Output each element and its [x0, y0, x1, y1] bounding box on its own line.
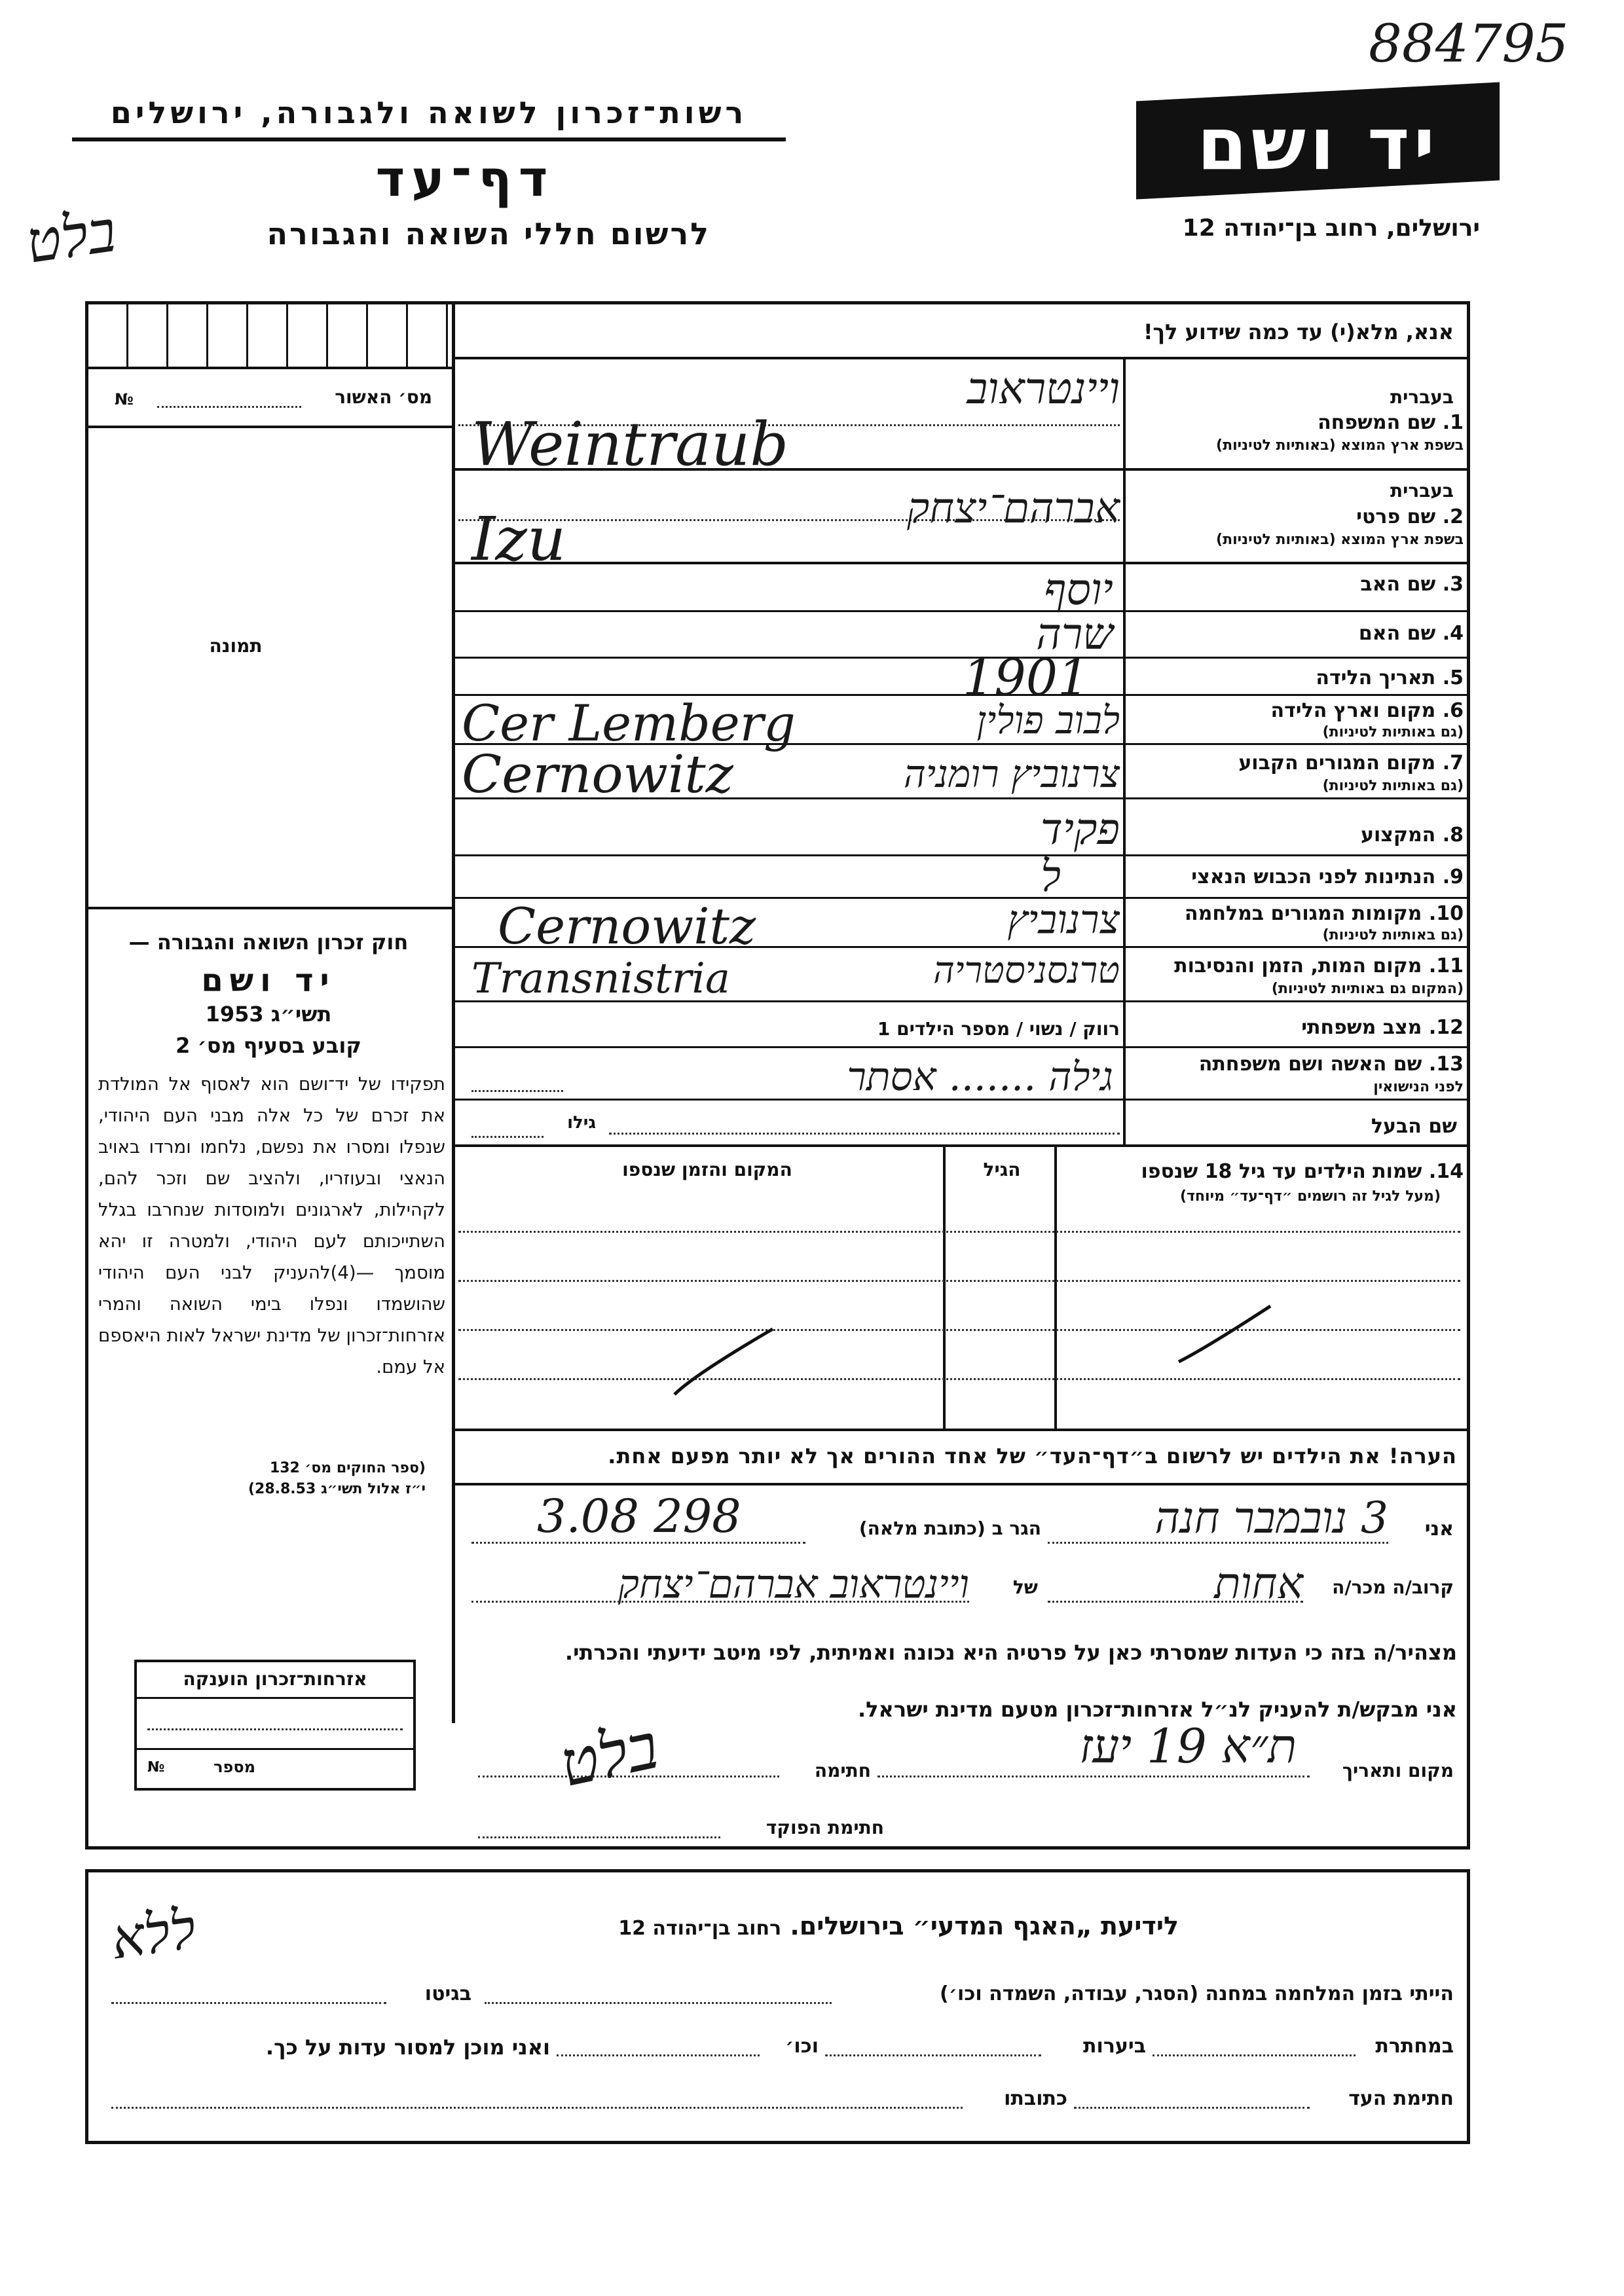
children-number: 14. — [1428, 1160, 1464, 1183]
law-name: יד ושם — [201, 962, 336, 999]
children-row-1[interactable] — [458, 1231, 1460, 1233]
relative-label: קרוב/ה מכר/ה — [1332, 1576, 1454, 1598]
note-text: הערה! את הילדים יש לרשום ב״דף־העד״ של אחד ההורים אך לא יותר מפעם אחת. — [608, 1444, 1457, 1468]
tick-strip — [88, 304, 452, 369]
children-col-place: המקום והזמן שנספו — [622, 1159, 792, 1180]
field-13-sub: לפני הנישואין — [1373, 1079, 1464, 1095]
profession-value[interactable]: פקיד — [1040, 804, 1120, 854]
footer-ghetto-field[interactable] — [111, 2002, 386, 2004]
field-6-label — [1271, 699, 1464, 722]
approval-number-field[interactable] — [157, 406, 301, 408]
field-2-label — [1356, 505, 1464, 528]
place-date-line — [877, 1776, 1310, 1777]
footer-underground-label: במחתרת — [1375, 2035, 1454, 2058]
signature-label: חתימה — [814, 1760, 871, 1781]
field-9-label-text: הנתינות לפני הכבוש הנאצי — [1191, 866, 1436, 888]
declarant-name[interactable]: 3 נובמבר חנה — [1154, 1493, 1388, 1543]
signature-value[interactable]: בלט — [553, 1709, 665, 1802]
field-10-number: 10. — [1428, 902, 1464, 925]
footer-margin-handwriting: ללא — [107, 1896, 200, 1972]
place-date-label: מקום ותאריך — [1342, 1760, 1454, 1781]
relation-line — [1048, 1601, 1303, 1603]
organization-address: ירושלים, רחוב בן־יהודה 12 — [1182, 215, 1480, 242]
field-13-label-text: שם האשה ושם משפחתה — [1198, 1053, 1422, 1076]
field-1-label — [1318, 411, 1464, 434]
label-column-divider — [1123, 359, 1126, 1144]
field-3-number: 3. — [1442, 573, 1464, 596]
citizenship-number-label: מספר — [213, 1758, 255, 1776]
law-year: תשי״ג 1953 — [205, 1002, 332, 1027]
margin-handwritten-note: בלט — [22, 196, 120, 277]
row-sep-12 — [455, 1046, 1467, 1048]
family-name-latin[interactable]: Weintraub — [471, 409, 789, 479]
declarant-i-label: אני — [1424, 1518, 1454, 1540]
footer-etc-field[interactable] — [557, 2054, 760, 2056]
field-5-label-text: תאריך הלידה — [1316, 666, 1436, 689]
field-11-number: 11. — [1428, 955, 1464, 977]
field-3-label — [1360, 573, 1464, 596]
field-1-number: 1. — [1442, 411, 1464, 434]
field-9-number: 9. — [1442, 866, 1464, 888]
footer-camp-field[interactable] — [485, 2002, 832, 2004]
footer-camp-label: הייתי בזמן המלחמה במחנה (הסגר, עבודה, השמדה וכו׳) — [940, 1982, 1454, 2005]
sidebar-divider — [452, 302, 455, 1723]
photo-label: תמונה — [209, 635, 263, 657]
declarant-address[interactable]: 3.08 298 — [537, 1489, 741, 1543]
children-sub: (מעל לגיל זה רושמים ״דף־עד״ מיוחד) — [1179, 1188, 1441, 1205]
field-13-label — [1199, 1053, 1464, 1076]
field-7-sub: (גם באותיות לטיניות) — [1322, 778, 1464, 794]
footer-title — [458, 1912, 1179, 1941]
field-12-label — [1301, 1016, 1464, 1039]
field-8-label — [1361, 824, 1464, 847]
field-3-label-text: שם האב — [1360, 573, 1436, 596]
requests-text: אני מבקש/ת להעניק לנ״ל אזרחות־זכרון מטעם מדינת ישראל. — [858, 1697, 1457, 1722]
approval-separator — [88, 426, 452, 428]
death-place-hebrew[interactable]: טרנסניסטריה — [933, 949, 1120, 992]
field-12-number: 12. — [1428, 1016, 1464, 1039]
law-source: (ספר החוקים מס׳ 132 — [269, 1460, 426, 1476]
citizenship-box-title: אזרחות־זכרון הוענקה — [183, 1668, 367, 1690]
husband-age-field[interactable] — [471, 1136, 544, 1138]
birth-place-hebrew[interactable]: לבוב פולין — [976, 698, 1120, 742]
children-label — [1141, 1160, 1464, 1183]
authority-underline — [72, 137, 786, 141]
field-2-lang: בעברית — [1390, 480, 1454, 501]
officer-signature-label: חתימת הפוקד — [766, 1817, 884, 1838]
birth-date-value[interactable]: 1901 — [963, 648, 1090, 706]
intro-text: אנא, מלא(י) עד כמה שידוע לך! — [1143, 319, 1454, 344]
field-5-label — [1316, 666, 1464, 689]
logo-text: יד ושם — [1196, 102, 1439, 186]
nationality-value[interactable]: ל — [1041, 851, 1061, 902]
form-subtitle: לרשום חללי השואה והגבורה — [267, 216, 710, 251]
field-8-label-text: המקצוע — [1360, 824, 1436, 847]
field-6-number: 6. — [1442, 699, 1464, 722]
form-title: דף־עד — [375, 149, 555, 208]
field-4-label-text: שם האם — [1358, 622, 1436, 645]
footer-witness-signature-field[interactable] — [1074, 2107, 1310, 2109]
declarant-name-line — [1048, 1542, 1388, 1544]
declares-text: מצהיר/ה בזה כי העדות שמסרתי כאן על פרטיה היא נכונה ואמיתית, לפי מיטב ידיעתי והכרתי. — [564, 1640, 1457, 1665]
relation-value[interactable]: אחות — [1214, 1558, 1303, 1609]
field-8-number: 8. — [1442, 824, 1464, 847]
field-7-number: 7. — [1442, 752, 1464, 774]
citizenship-number-symbol: № — [147, 1759, 165, 1776]
field-1-sub: בשפת ארץ המוצא (באותיות לטיניות) — [1216, 437, 1464, 454]
note-underline — [455, 1483, 1467, 1485]
field-5-number: 5. — [1442, 666, 1464, 689]
first-name-latin[interactable]: Izu — [471, 504, 566, 574]
place-date-value[interactable]: ת״א 19 יעז — [1079, 1719, 1297, 1774]
footer-witness-signature-label: חתימת העד — [1348, 2087, 1454, 2110]
field-9-label — [1191, 866, 1464, 888]
husband-name-label: שם הבעל — [1371, 1115, 1457, 1138]
footer-forests-label: ביערות — [1083, 2035, 1146, 2058]
archive-number: 884795 — [1369, 13, 1569, 74]
mother-name-value[interactable]: שרה — [1036, 609, 1113, 659]
father-name-value[interactable]: יוסף — [1044, 564, 1113, 615]
intro-underline — [455, 357, 1467, 359]
field-11-label-text: מקום המות, הזמן והנסיבות — [1174, 955, 1422, 977]
of-name-line — [471, 1601, 969, 1603]
authority-line: רשות־זכרון לשואה ולגבורה, ירושלים — [110, 95, 748, 130]
of-label: של — [1012, 1576, 1038, 1598]
approval-label: מס׳ האשור — [335, 386, 432, 408]
birth-place-latin[interactable]: Cer Lemberg — [462, 694, 796, 752]
citizenship-box-divider-2 — [136, 1748, 415, 1750]
footer-etc-label: וכו׳ — [785, 2035, 819, 2058]
law-clause: קובע בסעיף מס׳ 2 — [175, 1033, 361, 1058]
strike-mark-1 — [674, 1329, 773, 1394]
death-place-latin[interactable]: Transnistria — [471, 955, 730, 1003]
declarant-address-line — [471, 1542, 805, 1544]
field-11-sub: (המקום גם באותיות לטיניות) — [1271, 981, 1464, 997]
law-title: חוק זכרון השואה והגבורה — — [128, 930, 409, 955]
field-11-label — [1174, 955, 1464, 977]
field-12-label-text: מצב משפחתי — [1301, 1016, 1422, 1039]
field-1-lang: בעברית — [1390, 386, 1454, 408]
citizenship-line[interactable] — [147, 1728, 403, 1730]
law-text: תפקידו של יד־ושם הוא לאסוף אל המולדת את זכרם של כל אלה מבני העם היהודי, שנפלו ומסרו את נפשם, נלחמו ומרדו באויב הנאצי ובעוזריו, ולהציב שם וזכר להם, לקהילות, לארגונים ולמוסדות שנחרבו בגלל השתייכותם לעם היהודי, ולמטרה זו יהא מוסמך —(4)להעניק לבני העם היהודי שהושמדו ונפלו בימי השואה והמרי אזרחות־זכרון של מדינת ישראל לאות היאספם אל עמם. — [98, 1074, 446, 1377]
field-6-label-text: מקום וארץ הלידה — [1270, 699, 1436, 722]
footer-underground-field[interactable] — [1153, 2054, 1356, 2056]
husband-age-label: גילו — [567, 1113, 596, 1133]
officer-signature-line — [478, 1836, 720, 1838]
footer-testimony-label: ואני מוכן למסור עדות על כך. — [265, 2035, 550, 2060]
wartime-residence-hebrew[interactable]: צרנוביץ — [1007, 897, 1120, 943]
field-2-label-text: שם פרטי — [1356, 505, 1436, 528]
field-6-sub: (גם באותיות לטיניות) — [1322, 724, 1464, 740]
wife-name-value[interactable]: גילה ....... אסתר — [847, 1054, 1113, 1100]
first-name-hebrew[interactable]: אברהם־יצחק — [906, 484, 1120, 533]
photo-bottom-line — [88, 907, 452, 909]
footer-frame — [85, 1869, 1470, 2144]
children-label-text: שמות הילדים עד גיל 18 שנספו — [1141, 1160, 1422, 1183]
footer-ghetto-label: בגיטו — [424, 1982, 471, 2005]
strike-mark-2 — [1179, 1306, 1270, 1362]
field-10-sub: (גם באותיות לטיניות) — [1322, 927, 1464, 943]
field-2-number: 2. — [1442, 505, 1464, 528]
footer-title-text: לידיעת „האגף המדעי״ בירושלים. — [790, 1912, 1179, 1941]
field-4-number: 4. — [1442, 622, 1464, 645]
children-strike-marks — [655, 1244, 1310, 1414]
field-2-sub: בשפת ארץ המוצא (באותיות לטיניות) — [1216, 532, 1464, 548]
of-name-value[interactable]: ויינטראוב אברהם־יצחק — [618, 1561, 969, 1607]
citizenship-box-divider — [136, 1697, 415, 1699]
children-bottom-line — [455, 1429, 1467, 1431]
footer-title-address: רחוב בן־יהודה 12 — [618, 1917, 782, 1940]
husband-name-field[interactable] — [609, 1133, 1120, 1135]
row-sep-14 — [455, 1144, 1467, 1147]
footer-forests-field[interactable] — [825, 2054, 1041, 2056]
declarant-resides-label: הגר ב (כתובת מלאה) — [858, 1518, 1041, 1539]
field-10-label-text: מקומות המגורים במלחמה — [1185, 902, 1422, 925]
residence-hebrew[interactable]: צרנוביץ רומניה — [903, 752, 1120, 796]
footer-address-label: כתובתו — [1004, 2087, 1067, 2110]
residence-latin[interactable]: Cernowitz — [462, 744, 733, 805]
law-source-date: י״ז אלול תשי״ג 28.8.53) — [248, 1481, 426, 1497]
field-1-label-text: שם המשפחה — [1318, 411, 1436, 434]
approval-number-symbol: № — [115, 390, 134, 409]
wartime-residence-latin[interactable]: Cernowitz — [498, 897, 756, 955]
field-10-label — [1185, 902, 1464, 925]
wife-age-field[interactable] — [471, 1090, 563, 1092]
field-7-label — [1238, 752, 1464, 774]
field-4-label — [1359, 622, 1464, 645]
field-13-number: 13. — [1428, 1053, 1464, 1076]
family-name-hebrew[interactable]: ויינטראוב — [967, 363, 1120, 414]
footer-address-field[interactable] — [111, 2107, 963, 2109]
marital-status-value[interactable]: רווק / נשוי / מספר הילדים 1 — [877, 1018, 1120, 1040]
field-7-label-text: מקום המגורים הקבוע — [1238, 752, 1436, 774]
children-col-age: הגיל — [983, 1159, 1021, 1180]
